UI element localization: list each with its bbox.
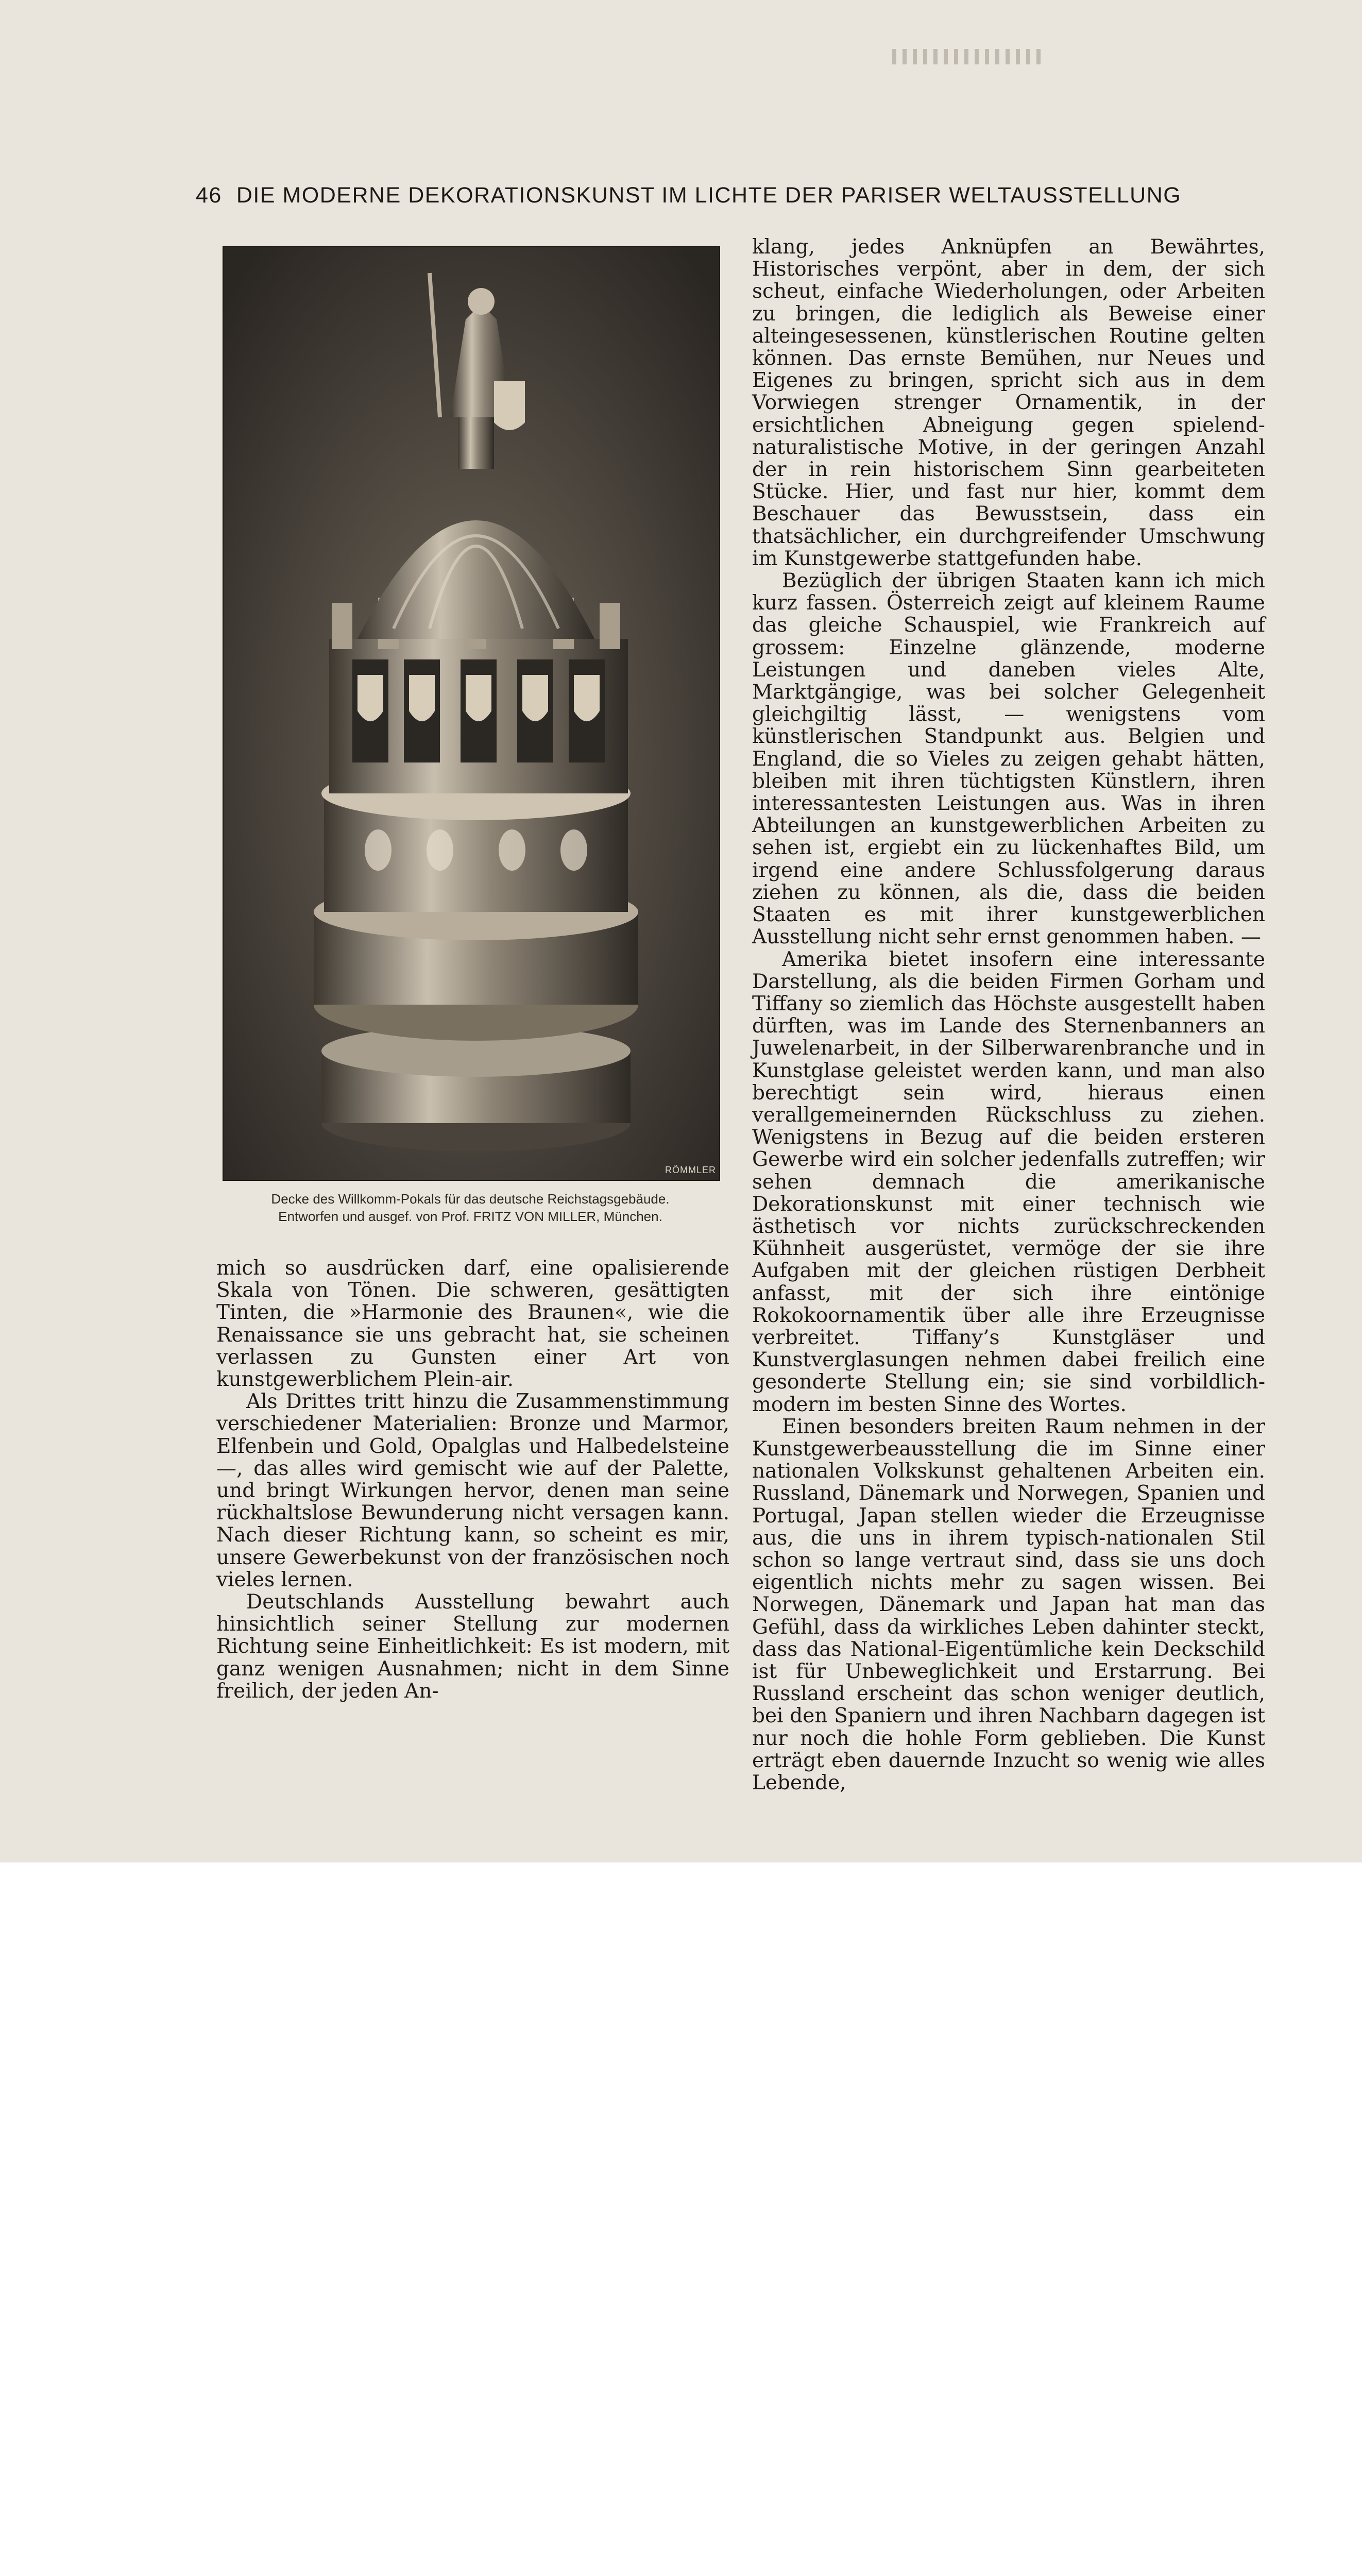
left-paragraph-1: mich so ausdrücken darf, eine opalisierende Skala von Tönen. Die schweren, gesättigten Tinten, die »Harmonie des Braunen«, wie die Renaissance sie uns gebracht hat, sie scheinen verlassen zu Gunsten einer Art von kunstgewerblichem Plein-air.	[216, 1257, 729, 1392]
digitization-footer	[0, 1862, 1362, 1981]
photo-credit: RÖMMLER	[665, 1165, 716, 1175]
goblet-lid-photo	[223, 246, 720, 1181]
page-number: 46	[196, 183, 222, 208]
left-paragraph-3: Deutschlands Ausstellung bewahrt auch hinsichtlich seiner Stellung zur modernen Richtung seine Einheitlichkeit: Es ist modern, mit ganz wenigen Ausnahmen; nicht in dem Sinne freilich, der jeden An-	[216, 1590, 729, 1703]
article-title: DIE MODERNE DEKORATIONSKUNST IM LICHTE DER PARISER WELTAUSSTELLUNG	[236, 183, 1182, 208]
running-head	[196, 183, 1200, 208]
right-paragraph-4: Einen besonders breiten Raum nehmen in der Kunstgewerbeausstellung die im Sinne einer nationalen Volkskunst gehaltenen Arbeiten ein. Russland, Dänemark und Norwegen, Spanien und Portugal, Japan stellen wieder die Erzeugnisse aus, die uns in ihrem typisch-nationalen Stil schon so lange vertraut sind, dass sie uns doch eigentlich nichts mehr zu sagen wissen. Bei Norwegen, Dänemark und Japan hat man das Gefühl, dass da wirkliches Leben dahinter steckt, dass das National-Eigentümliche kein Deckschild ist für Unbeweglichkeit und Erstarrung. Bei Russland erscheint das schon weniger deutlich, bei den Spaniern und ihren Nachbarn dagegen ist nur noch die hohle Form geblieben. Die Kunst erträgt eben dauernde Inzucht so wenig wie alles Lebende,	[752, 1415, 1265, 1795]
left-paragraph-2: Als Drittes tritt hinzu die Zusammenstimmung verschiedener Materialien: Bronze und Marmor, Elfenbein und Gold, Opalglas und Halbedelsteine —, das alles wird gemischt wie auf der Palette, und bringt Wirkungen hervor, denen man seine rückhaltslose Bewunderung nicht versagen kann. Nach dieser Richtung kann, so scheint es mir, unsere Gewerbekunst von der französischen noch vieles lernen.	[216, 1390, 729, 1591]
figure-caption	[223, 1190, 718, 1225]
right-paragraph-2: Bezüglich der übrigen Staaten kann ich mich kurz fassen. Österreich zeigt auf kleinem Raume das gleiche Schauspiel, wie Frankreich auf grossem: Einzelne glänzende, moderne Leistungen und daneben vieles Alte, Marktgängige, was bei solcher Gelegenheit gleichgiltig lässt, — wenigstens vom künstlerischen Standpunkt aus. Belgien und England, die so Vieles zu zeigen gehabt hätten, bleiben mit ihren tüchtigsten Künstlern, ihren interessantesten Leistungen aus. Was in ihren Abteilungen an kunstgewerblichen Arbeiten zu sehen ist, ergiebt ein zu lückenhaftes Bild, um irgend eine andere Schlussfolgerung daraus ziehen zu können, als die, dass die beiden Staaten es mit ihrer kunstgewerblichen Ausstellung nicht sehr ernst genommen haben. —	[752, 569, 1265, 949]
scan-smudge	[886, 49, 1041, 64]
goblet-lid-illustration	[224, 247, 719, 1180]
right-paragraph-1: klang, jedes Anknüpfen an Bewährtes, Historisches verpönt, aber in dem, der sich scheut, einfache Wiederholungen, oder Arbeiten zu bringen, die lediglich als Beweise einer alteingesessenen, künstlerischen Routine gelten können. Das ernste Bemühen, nur Neues und Eigenes zu bringen, spricht sich aus in dem Vorwiegen strenger Ornamentik, in der ersichtlichen Abneigung gegen spielend-naturalistische Motive, in der geringen Anzahl der in rein historischem Sinn gearbeiteten Stücke. Hier, und fast nur hier, kommt dem Beschauer das Bewusstsein, dass ein thatsächlicher, ein durchgreifender Umschwung im Kunstgewerbe stattgefunden habe.	[752, 235, 1265, 570]
right-text-column	[752, 236, 1265, 1794]
caption-line-1: Decke des Willkomm-Pokals für das deutsche Reichstagsgebäude.	[271, 1191, 670, 1207]
caption-line-2: Entworfen und ausgef. von Prof. FRITZ VON MILLER, München.	[278, 1209, 662, 1224]
right-paragraph-3: Amerika bietet insofern eine interessante Darstellung, als die beiden Firmen Gorham und Tiffany so ziemlich das Höchste ausgestellt haben dürften, was im Lande des Sternenbanners an Juwelenarbeit, in der Silberwarenbranche und in Kunstglase geleistet werden kann, und man also berechtigt sein wird, hieraus einen verallgemeinernden Rückschluss zu ziehen. Wenigstens in Bezug auf die beiden ersteren Gewerbe wird ein solcher jedenfalls zutreffen; wir sehen demnach die amerikanische Dekorationskunst mit einer technisch wie ästhetisch vor nichts zurückschreckenden Kühnheit ausgerüstet, vermöge der sie ihre Aufgaben mit der gleichen rüstigen Derbheit anfasst, mit der sich ihre eintönige Rokokoornamentik über alle ihre Erzeugnisse verbreitet. Tiffany’s Kunstgläser und Kunstverglasungen nehmen dabei freilich eine gesonderte Stellung ein; sie sind vorbildlich-modern im besten Sinne des Wortes.	[752, 947, 1265, 1416]
left-text-column	[216, 1257, 729, 1702]
